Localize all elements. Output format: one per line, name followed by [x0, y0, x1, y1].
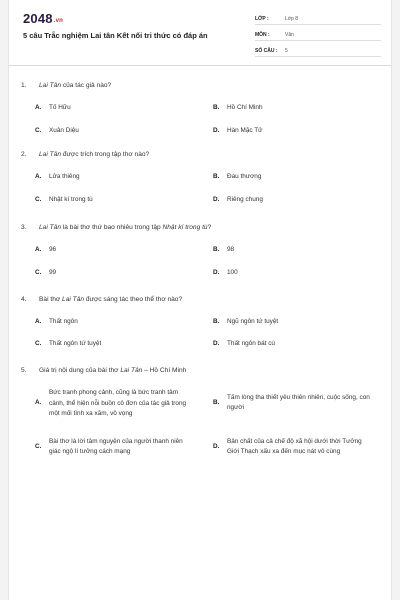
option-letter: A. [35, 104, 42, 111]
question-text [21, 366, 383, 376]
meta-class-value: Lớp 8 [285, 16, 299, 22]
meta-count-value: 5 [285, 48, 288, 54]
option-letter: C. [35, 196, 42, 203]
question-title-italic: Lai Tân [39, 224, 61, 231]
option-letter: D. [213, 196, 220, 203]
question-number: 5. [21, 367, 27, 374]
option-letter: D. [213, 340, 220, 347]
option-letter: C. [35, 443, 42, 450]
meta-subject-label: MÔN : [255, 32, 270, 38]
option-letter: B. [213, 104, 220, 111]
question-text-segment: ? [207, 224, 212, 231]
option-letter: B. [213, 318, 220, 325]
question-title-italic: Lai Tân [120, 367, 143, 374]
question-3 [21, 223, 383, 276]
question-text [21, 81, 383, 91]
option-text: 96 [49, 246, 57, 253]
question-text-segment: Bài thơ [39, 296, 63, 303]
option-letter: A. [35, 246, 42, 253]
question-2 [21, 150, 383, 203]
option-text: Tấm lòng tha thiết yêu thiên nhiên, cuộc sống, con người [227, 393, 370, 411]
question-text-segment: là bài thơ thứ bao nhiêu trong tập [61, 224, 163, 231]
option-text: Thất ngôn tứ tuyệt [49, 340, 102, 347]
site-logo[interactable] [23, 11, 63, 26]
option-letter: D. [213, 443, 220, 450]
option-text: Thất ngôn [49, 318, 78, 325]
meta-subject-value: Văn [285, 32, 294, 38]
question-text-segment: được sáng tác theo thể thơ nào? [84, 296, 183, 303]
answer-option-c[interactable] [35, 430, 195, 464]
question-1 [21, 81, 383, 134]
option-text: Lửa thiêng [49, 173, 80, 180]
question-number: 3. [21, 224, 27, 231]
question-title-italic: Lai Tân [39, 82, 61, 89]
document-title: 5 câu Trắc nghiệm Lai tân Kết nối tri thức có đáp án [23, 31, 208, 40]
option-text: 98 [227, 246, 235, 253]
option-letter: B. [213, 246, 220, 253]
option-text: Thất ngôn bát cú [227, 340, 275, 347]
document-page [8, 0, 392, 600]
question-text [21, 295, 383, 305]
question-4 [21, 295, 383, 347]
option-letter: C. [35, 340, 42, 347]
option-letter: C. [35, 127, 42, 134]
option-text: 100 [227, 269, 238, 276]
meta-subject [255, 29, 381, 41]
question-title-italic: Nhật kí trong tù [162, 224, 208, 231]
option-letter: D. [213, 127, 220, 134]
option-text: Xuân Diệu [49, 127, 79, 134]
option-letter: C. [35, 269, 42, 276]
option-letter: D. [213, 269, 220, 276]
question-number: 2. [21, 151, 27, 158]
question-title-italic: Lai Tân [62, 296, 85, 303]
question-text [21, 223, 383, 233]
option-text: Bức tranh phong cảnh, cũng là bức tranh tâm cảnh, thể hiện nỗi buồn cô đơn của tác giả trong một mối tình xa xăm, vô vọng [49, 389, 187, 417]
option-text: Bản chất của cả chế độ xã hội dưới thời Tưởng Giới Thạch xấu xa đến mục nát vô cùng [227, 437, 362, 455]
question-text-segment: – Hồ Chí Minh [142, 367, 187, 374]
logo-text: 2048 [23, 11, 53, 26]
option-text: Hàn Mặc Tử [227, 127, 263, 134]
question-text-segment: Giá trị nội dung của bài thơ [39, 367, 121, 374]
document-header [9, 0, 391, 66]
option-text: Tố Hữu [49, 104, 71, 111]
option-letter: A. [35, 318, 42, 325]
option-text: Đau thương [227, 173, 262, 180]
option-text: Nhật kí trong tù [49, 196, 93, 203]
option-text: Hồ Chí Minh [227, 104, 263, 111]
question-text-segment: của tác giả nào? [61, 82, 112, 89]
question-text-segment: được trích trong tập thơ nào? [61, 151, 150, 158]
answer-option-b[interactable] [213, 388, 373, 418]
option-text: Ngũ ngôn tứ tuyệt [227, 318, 279, 325]
question-text [21, 150, 383, 160]
logo-suffix: .vn [53, 18, 64, 24]
question-number: 4. [21, 296, 27, 303]
question-title-italic: Lai Tân [39, 151, 61, 158]
meta-count-label: SỐ CÂU : [255, 48, 278, 54]
meta-class-label: LỚP : [255, 16, 269, 22]
answer-option-d[interactable] [213, 430, 373, 464]
option-letter: B. [213, 399, 220, 406]
option-text: Bài thơ là lời tâm nguyện của người thanh niên giác ngộ lí tưởng cách mạng [49, 437, 183, 455]
option-text: 99 [49, 269, 57, 276]
option-letter: A. [35, 399, 42, 406]
meta-class [255, 13, 381, 25]
option-letter: B. [213, 173, 220, 180]
option-text: Riêng chung [227, 196, 263, 203]
question-number: 1. [21, 82, 27, 89]
meta-count [255, 45, 381, 57]
answer-option-a[interactable] [35, 388, 195, 418]
option-letter: A. [35, 173, 42, 180]
question-5 [21, 366, 383, 455]
